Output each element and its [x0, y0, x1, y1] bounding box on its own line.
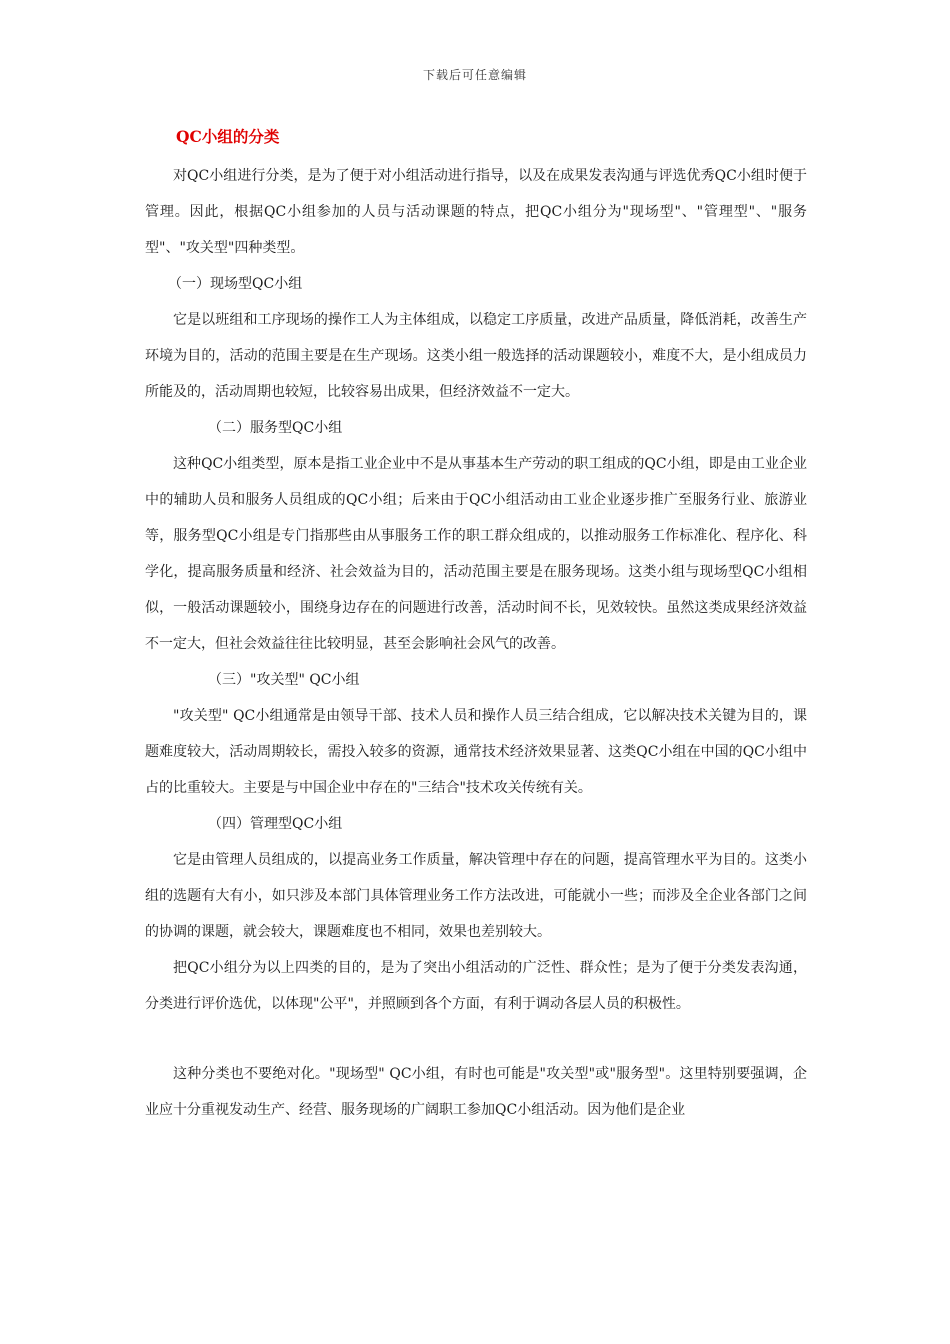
section-body-service: 这种QC小组类型，原本是指工业企业中不是从事基本生产劳动的职工组成的QC小组，即是由工业企业中的辅助人员和服务人员组成的QC小组；后来由于QC小组活动由工业企业逐步推广至服务行业、旅游业等，服务型QC小组是专门指那些由从事服务工作的职工群众组成的，以推动服务工作标准化、程序化、科学化，提高服务质量和经济、社会效益为目的，活动范围主要是在服务现场。这类小组与现场型QC小组相似，一般活动课题较小，围绕身边存在的问题进行改善，活动时间不长，见效较快。虽然这类成果经济效益不一定大，但社会效益往往比较明显，甚至会影响社会风气的改善。 — [145, 456, 807, 652]
section-heading-tackle: （三）"攻关型" QC小组 — [208, 672, 360, 688]
purpose-paragraph: 把QC小组分为以上四类的目的，是为了突出小组活动的广泛性、群众性；是为了便于分类发表沟通，分类进行评价选优，以体现"公平"，并照顾到各个方面，有利于调动各层人员的积极性。 — [145, 960, 807, 1012]
header-note: 下载后可任意编辑 — [422, 68, 527, 82]
section-heading-service: （二）服务型QC小组 — [208, 420, 343, 436]
section-body-field: 它是以班组和工序现场的操作工人为主体组成，以稳定工序质量，改进产品质量，降低消耗，改善生产环境为目的，活动的范围主要是在生产现场。这类小组一般选择的活动课题较小，难度不大，是小组成员力所能及的，活动周期也较短，比较容易出成果，但经济效益不一定大。 — [145, 312, 807, 400]
paragraph-gap — [145, 1022, 807, 1056]
document-title: QC小组的分类 — [176, 127, 280, 146]
intro-paragraph: 对QC小组进行分类，是为了便于对小组活动进行指导，以及在成果发表沟通与评选优秀QC小组时便于管理。因此，根据QC小组参加的人员与活动课题的特点，把QC小组分为"现场型"、"管理型"、"服务型"、"攻关型"四种类型。 — [145, 168, 807, 256]
section-heading-field: （一）现场型QC小组 — [168, 276, 303, 292]
closing-paragraph: 这种分类也不要绝对化。"现场型" QC小组，有时也可能是"攻关型"或"服务型"。这里特别要强调，企业应十分重视发动生产、经营、服务现场的广阔职工参加QC小组活动。因为他们是企业 — [145, 1066, 807, 1118]
document-body — [145, 124, 807, 1128]
section-heading-management: （四）管理型QC小组 — [208, 816, 343, 832]
section-body-management: 它是由管理人员组成的，以提高业务工作质量，解决管理中存在的问题，提高管理水平为目的。这类小组的选题有大有小，如只涉及本部门具体管理业务工作方法改进，可能就小一些；而涉及全企业各部门之间的协调的课题，就会较大，课题难度也不相同，效果也差别较大。 — [145, 852, 807, 940]
section-body-tackle: "攻关型" QC小组通常是由领导干部、技术人员和操作人员三结合组成，它以解决技术关键为目的，课题难度较大，活动周期较长，需投入较多的资源，通常技术经济效果显著、这类QC小组在中国的QC小组中占的比重较大。主要是与中国企业中存在的"三结合"技术攻关传统有关。 — [145, 708, 807, 796]
